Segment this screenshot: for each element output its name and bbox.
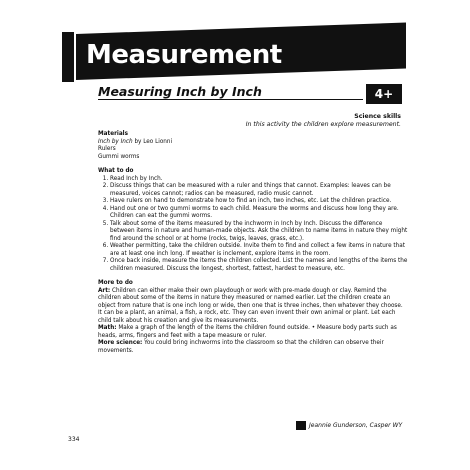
activity-content <box>98 131 408 355</box>
activity-title: Measuring Inch by Inch <box>98 84 262 99</box>
page-number: 334 <box>68 436 80 443</box>
skills-box <box>246 113 401 129</box>
materials-book <box>98 139 408 147</box>
section-title: Measurement <box>86 40 282 70</box>
more-to-do-heading: More to do <box>98 280 133 286</box>
step-item: 1. Read Inch by Inch. <box>110 176 408 184</box>
book-title: Inch by Inch <box>98 138 133 145</box>
attribution <box>296 421 402 430</box>
step-item: 2. Discuss things that can be measured with a ruler and things that cannot. Examples: leaves can be measured, voices cannot; radios can be measured, radio music cannot. <box>110 183 408 198</box>
attribution-name: Jeannie Gunderson, Casper WY <box>309 422 403 429</box>
materials-item: Rulers <box>98 146 116 152</box>
step-item: 4. Hand out one or two gummi worms to each child. Measure the worms and discuss how long they are. Children can eat the gummi worms. <box>110 206 408 221</box>
step-item: 5. Talk about some of the items measured by the inchworm in Inch by Inch. Discuss the difference between items in nature and human-made objects. Ask the children to name items in nature they might find around the school or at home (rocks, twigs, leaves, grass, etc.). <box>110 221 408 244</box>
science-label: More science: <box>98 340 143 346</box>
step-item: 6. Weather permitting, take the children outside. Invite them to find and collect a few items in nature that are at least one inch long. If weather is inclement, explore items in the room. <box>110 243 408 258</box>
step-item: 3. Have rulers on hand to demonstrate how to find an inch, two inches, etc. Let the children practice. <box>110 198 408 206</box>
author-mark-icon <box>296 421 306 430</box>
math-text: Make a graph of the length of the items the children found outside. • Measure body parts such as heads, arms, fingers and feet with a tape measure or ruler. <box>98 325 397 339</box>
science-text: You could bring inchworms into the classroom so that the children can observe their movements. <box>98 340 384 354</box>
science-paragraph <box>98 340 408 355</box>
steps-list <box>98 176 408 274</box>
book-author: by Leo Lionni <box>134 138 173 145</box>
math-label: Math: <box>98 325 117 331</box>
title-underline <box>98 99 363 100</box>
age-badge: 4+ <box>366 84 402 104</box>
step-item: 7. Once back inside, measure the items the children collected. List the names and lengths of the items the children measured. Discuss the longest, shortest, fattest, hardest to measure, etc. <box>110 258 408 273</box>
math-paragraph <box>98 325 408 340</box>
what-to-do-heading: What to do <box>98 168 134 174</box>
materials-item: Gummi worms <box>98 153 140 160</box>
corner-tab <box>62 32 74 82</box>
art-text: Children can either make their own playdough or work with pre-made dough or clay. Remind the children about some of the items in nature they measured or named earlier. Let the children create an object from nature that is one inch long or wide, then one that is three inches, then whatever they choose. It can be a plant, an animal, a fish, a rock, etc. They can even invent their own animal or plant. Let each child talk about his creation and give its measurements. <box>98 287 403 324</box>
art-label: Art: <box>98 287 111 294</box>
skills-label: Science skills <box>354 113 401 120</box>
skills-description: In this activity the children explore measurement. <box>245 121 401 129</box>
materials-heading: Materials <box>98 131 129 137</box>
art-paragraph <box>98 288 408 326</box>
